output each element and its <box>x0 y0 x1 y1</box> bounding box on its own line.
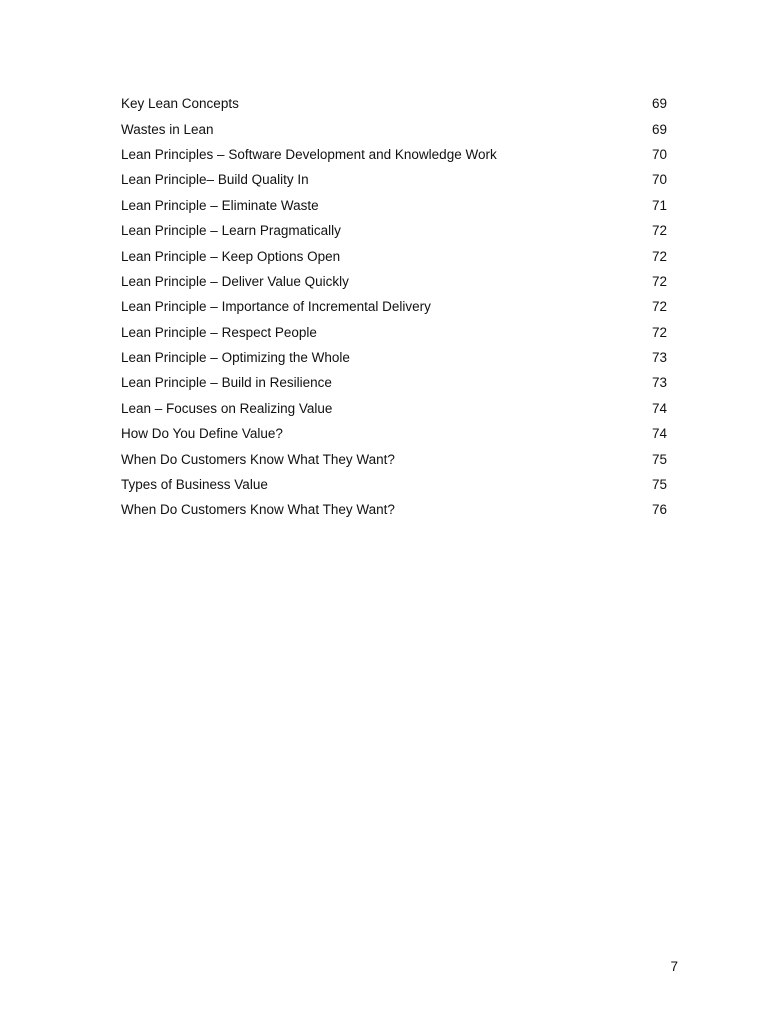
toc-entry-page: 69 <box>651 96 667 112</box>
toc-entry-title: Lean Principle – Learn Pragmatically <box>121 223 341 239</box>
toc-entry-page: 72 <box>651 248 667 264</box>
toc-entry-title: Lean Principles – Software Development and Knowledge Work <box>121 146 497 162</box>
table-of-contents <box>121 91 667 523</box>
toc-entry[interactable] <box>121 320 667 345</box>
toc-entry[interactable] <box>121 370 667 395</box>
toc-entry-title: Lean Principle – Optimizing the Whole <box>121 350 350 366</box>
toc-entry-page: 73 <box>651 350 667 366</box>
toc-entry[interactable] <box>121 91 667 116</box>
toc-entry[interactable] <box>121 167 667 192</box>
toc-entry-title: Lean Principle – Eliminate Waste <box>121 197 319 213</box>
toc-entry-title: How Do You Define Value? <box>121 426 283 442</box>
toc-entry-title: Lean Principle – Importance of Incremental Delivery <box>121 299 431 315</box>
toc-entry-page: 70 <box>651 172 667 188</box>
toc-entry-title: Types of Business Value <box>121 477 268 493</box>
toc-entry[interactable] <box>121 243 667 268</box>
toc-entry-page: 72 <box>651 299 667 315</box>
toc-entry-title: Key Lean Concepts <box>121 96 239 112</box>
toc-entry[interactable] <box>121 294 667 319</box>
toc-entry-title: Lean Principle – Respect People <box>121 324 317 340</box>
toc-entry-page: 71 <box>651 197 667 213</box>
toc-entry[interactable] <box>121 116 667 141</box>
toc-entry-title: When Do Customers Know What They Want? <box>121 502 395 518</box>
toc-entry[interactable] <box>121 345 667 370</box>
toc-entry-page: 69 <box>651 121 667 137</box>
toc-entry-page: 75 <box>651 451 667 467</box>
toc-entry-page: 72 <box>651 324 667 340</box>
toc-entry-title: Lean Principle– Build Quality In <box>121 172 309 188</box>
toc-entry[interactable] <box>121 269 667 294</box>
toc-entry[interactable] <box>121 218 667 243</box>
toc-entry[interactable] <box>121 472 667 497</box>
toc-entry-page: 72 <box>651 273 667 289</box>
toc-entry-page: 72 <box>651 223 667 239</box>
toc-entry-title: Lean Principle – Keep Options Open <box>121 248 341 264</box>
toc-entry-title: Lean – Focuses on Realizing Value <box>121 400 333 416</box>
toc-entry-page: 70 <box>651 146 667 162</box>
toc-entry[interactable] <box>121 396 667 421</box>
toc-entry[interactable] <box>121 193 667 218</box>
page-number: 7 <box>670 959 678 974</box>
toc-entry-title: Lean Principle – Build in Resilience <box>121 375 332 391</box>
toc-entry[interactable] <box>121 446 667 471</box>
toc-entry[interactable] <box>121 497 667 522</box>
toc-entry[interactable] <box>121 421 667 446</box>
toc-entry-page: 74 <box>651 400 667 416</box>
toc-entry-page: 74 <box>651 426 667 442</box>
toc-entry-title: Lean Principle – Deliver Value Quickly <box>121 273 349 289</box>
toc-entry-title: Wastes in Lean <box>121 121 214 137</box>
toc-entry-page: 75 <box>651 477 667 493</box>
toc-entry-title: When Do Customers Know What They Want? <box>121 451 395 467</box>
toc-entry-page: 76 <box>651 502 667 518</box>
toc-entry-page: 73 <box>651 375 667 391</box>
toc-entry[interactable] <box>121 142 667 167</box>
